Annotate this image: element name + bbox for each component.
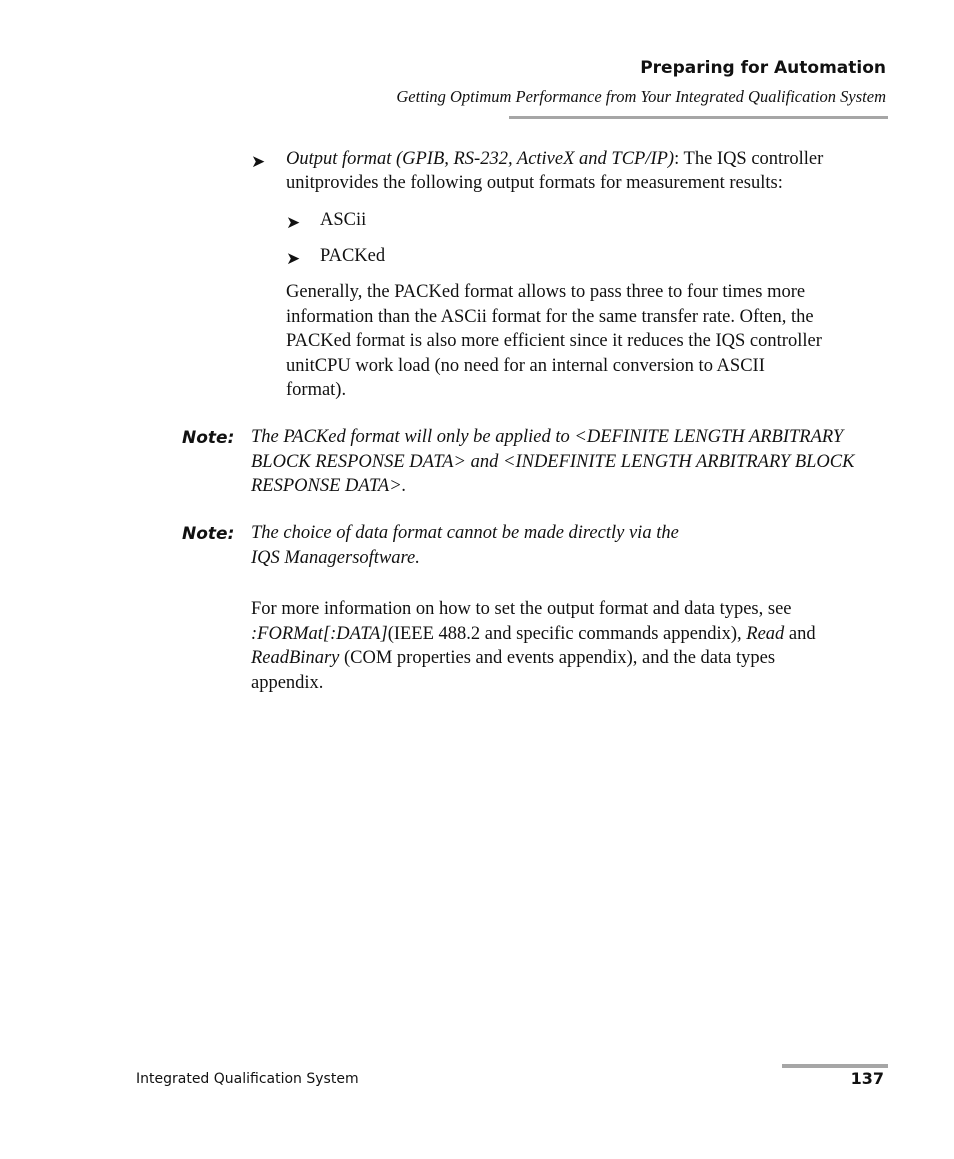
note-line: The PACKed format will only be applied to <DEFINITE LENGTH ARBITRARY: [251, 427, 844, 447]
note-line: BLOCK RESPONSE DATA> and <INDEFINITE LENGTH ARBITRARY BLOCK: [251, 451, 855, 472]
header-rule: [509, 116, 888, 119]
more-info-line: For more information on how to set the output format and data types, see: [251, 599, 792, 619]
paragraph-line: PACKed format is also more efficient since it reduces the IQS controller: [286, 331, 822, 351]
read-ref: Read: [746, 623, 785, 644]
note-label: Note:: [182, 524, 235, 544]
more-info-line: appendix.: [251, 672, 324, 693]
more-info-text: and: [784, 623, 816, 644]
sub-bullet-arrow-icon: ➤: [286, 213, 301, 232]
bullet-lead-rest: : The IQS controller: [674, 149, 824, 169]
more-info-line: [251, 646, 775, 671]
paragraph-line: unitCPU work load (no need for an internal conversion to ASCII: [286, 355, 765, 376]
bullet-arrow-icon: ➤: [251, 152, 266, 171]
more-info-text: (IEEE 488.2 and specific commands appendix),: [387, 623, 747, 644]
bullet-line-2: unitprovides the following output formats for measurement results:: [286, 173, 783, 193]
bullet-lead-italic: Output format (GPIB, RS-232, ActiveX and TCP/IP): [286, 149, 675, 169]
note-line: The choice of data format cannot be made directly via the: [251, 523, 679, 543]
readbinary-ref: ReadBinary: [251, 648, 340, 668]
note-line: RESPONSE DATA>.: [251, 476, 407, 496]
running-header-subtitle: Getting Optimum Performance from Your Integrated Qualification System: [396, 87, 886, 106]
sub-item-ascii: ASCii: [320, 210, 367, 230]
footer-document-title: Integrated Qualification System: [136, 1071, 359, 1087]
note-line: IQS Managersoftware.: [251, 547, 420, 568]
running-header-title: Preparing for Automation: [640, 58, 886, 78]
note-label: Note:: [182, 428, 235, 448]
more-info-text: (COM properties and events appendix), and the data types: [339, 648, 776, 668]
sub-item-packed: PACKed: [320, 246, 386, 266]
paragraph-line: format).: [286, 380, 347, 400]
more-info-line: [251, 622, 816, 647]
footer-rule: [782, 1064, 888, 1068]
bullet-line-1: [286, 147, 823, 172]
sub-bullet-arrow-icon: ➤: [286, 249, 301, 268]
format-command-ref: :FORMat[:DATA]: [251, 623, 388, 644]
page-number: 137: [850, 1069, 884, 1088]
paragraph-line: information than the ASCii format for the same transfer rate. Often, the: [286, 306, 814, 327]
paragraph-line: Generally, the PACKed format allows to pass three to four times more: [286, 282, 806, 302]
